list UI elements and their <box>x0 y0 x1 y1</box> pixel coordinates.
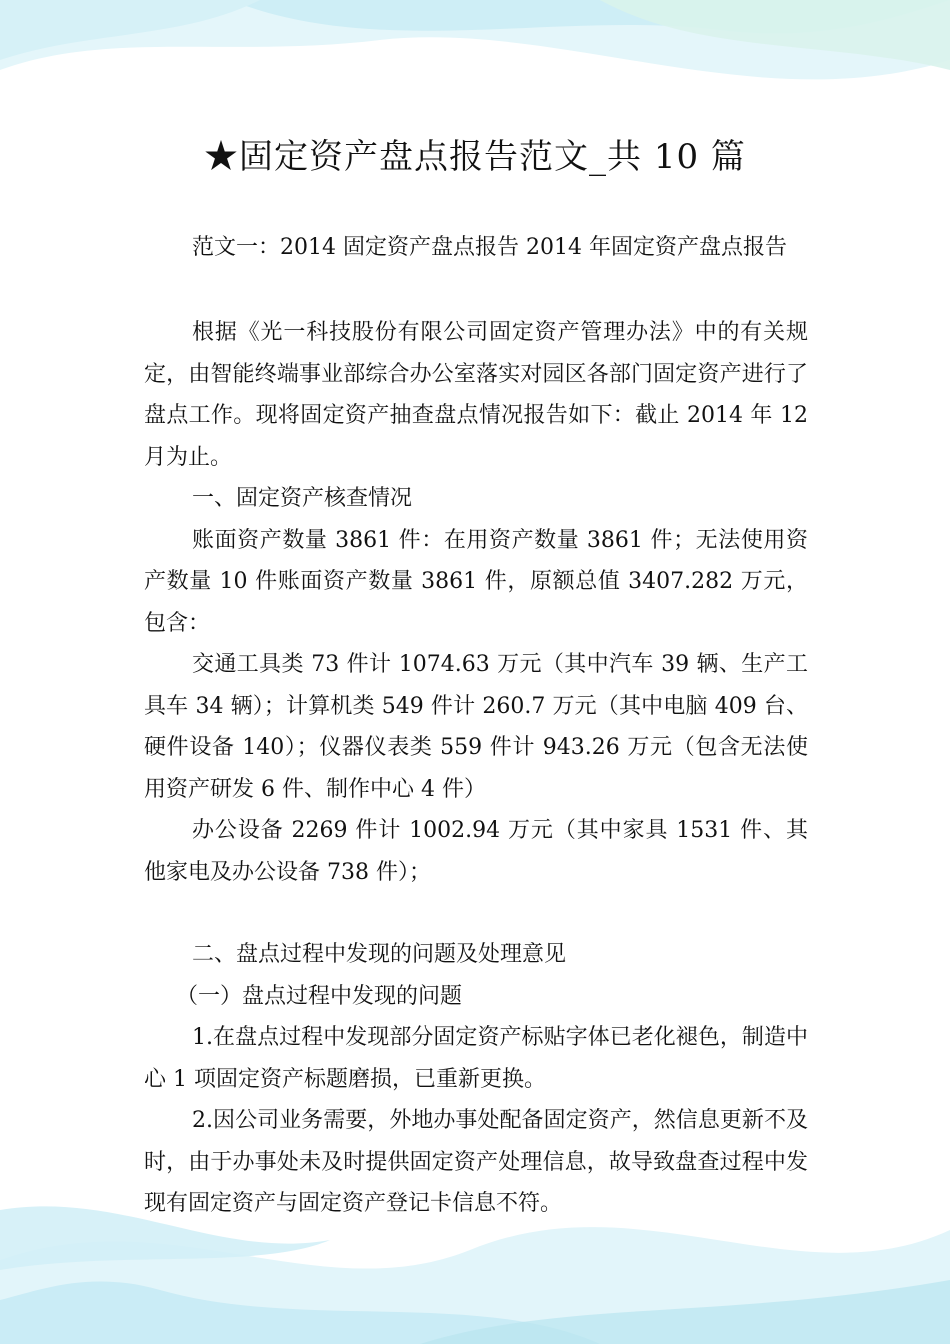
section-heading-1: 一、固定资产核查情况 <box>192 486 413 511</box>
paragraph-asset-count: 账面资产数量 3861 件：在用资产数量 3861 件；无法使用资产数量 10 件账面资产数量 3861 件，原额总值 3407.282 万元，包含： <box>144 527 808 636</box>
paragraph-office-equipment: 办公设备 2269 件计 1002.94 万元（其中家具 1531 件、其他家电及办公设备 738 件）； <box>144 818 808 885</box>
paragraph-issue-1: 1.在盘点过程中发现部分固定资产标贴字体已老化褪色，制造中心 1 项固定资产标题磨损，已重新更换。 <box>144 1025 808 1092</box>
document-subtitle: 范文一：2014 固定资产盘点报告 2014 年固定资产盘点报告 <box>192 235 787 260</box>
paragraph-asset-categories: 交通工具类 73 件计 1074.63 万元（其中汽车 39 辆、生产工具车 34 辆）；计算机类 549 件计 260.7 万元（其中电脑 409 台、硬件设备 140）；仪器仪表类 559 件计 943.26 万元（包含无法使用资产研发 6 件、制作中心 4 件） <box>144 652 808 802</box>
paragraph-intro: 根据《光一科技股份有限公司固定资产管理办法》中的有关规定，由智能终端事业部综合办公室落实对园区各部门固定资产进行了盘点工作。现将固定资产抽查盘点情况报告如下：截止 2014 年 12 月为止。 <box>144 320 808 470</box>
document-title: ★固定资产盘点报告范文_共 10 篇 <box>204 137 746 177</box>
subsection-heading-1: （一）盘点过程中发现的问题 <box>176 983 463 1009</box>
section-heading-2: 二、盘点过程中发现的问题及处理意见 <box>192 942 567 967</box>
paragraph-issue-2: 2.因公司业务需要，外地办事处配备固定资产，然信息更新不及时，由于办事处未及时提供固定资产处理信息，故导致盘查过程中发现有固定资产与固定资产登记卡信息不符。 <box>144 1108 808 1216</box>
document-body <box>144 312 808 1225</box>
